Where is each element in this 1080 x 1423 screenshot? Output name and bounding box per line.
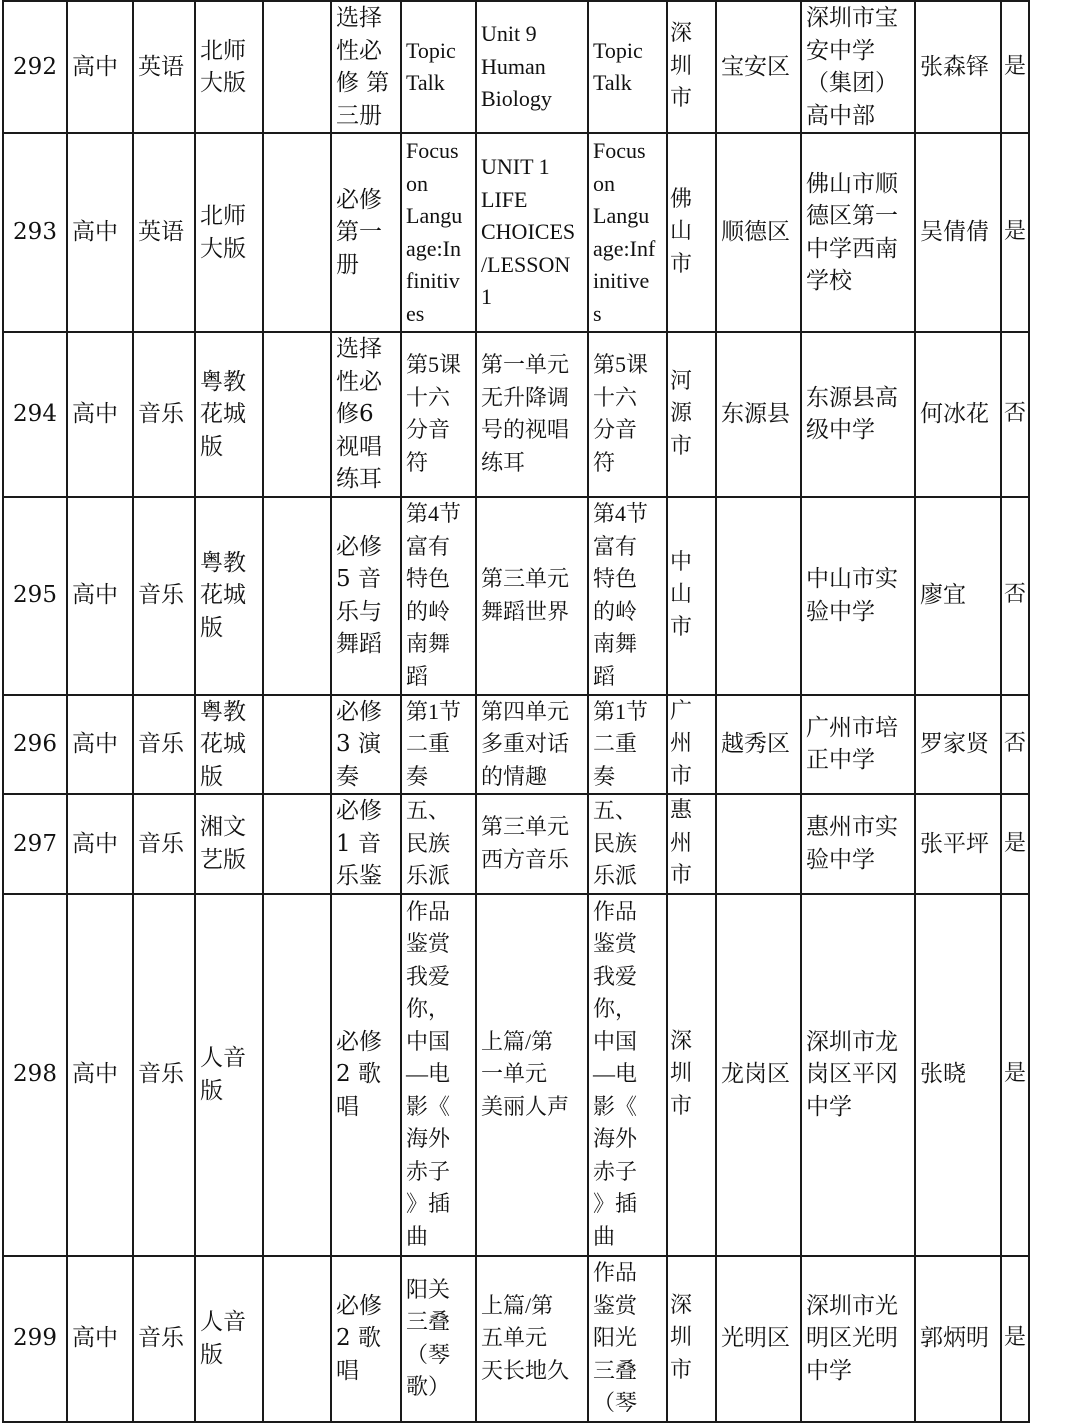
cell-city: 深 圳 市 — [667, 894, 716, 1256]
cell-subject: 音乐 — [133, 695, 195, 795]
cell-teacher: 张平坪 — [915, 794, 1001, 894]
cell-district: 光明区 — [716, 1256, 801, 1422]
cell-subject: 音乐 — [133, 497, 195, 695]
cell-school: 深圳市龙 岗区平冈 中学 — [801, 894, 915, 1256]
cell-district: 越秀区 — [716, 695, 801, 795]
cell-teacher: 郭炳明 — [915, 1256, 1001, 1422]
cell-subject: 音乐 — [133, 1256, 195, 1422]
cell-flag: 是 — [1001, 794, 1029, 894]
table-row — [3, 695, 1029, 795]
cell-no: 299 — [3, 1256, 67, 1422]
cell-title: 第5课 十六 分音 符 — [588, 332, 667, 497]
cell-volume: 必修 3 演 奏 — [331, 695, 401, 795]
cell-edition: 粤教 花城 版 — [195, 332, 263, 497]
table-row — [3, 1, 1029, 133]
cell-flag: 否 — [1001, 695, 1029, 795]
cell-edition: 北师 大版 — [195, 1, 263, 133]
cell-lesson: 第4节 富有 特色 的岭 南舞 蹈 — [401, 497, 476, 695]
lesson-list-table — [2, 0, 1030, 1423]
cell-title: 作品 鉴赏 阳光 三叠 （琴 — [588, 1256, 667, 1422]
cell-school: 东源县高 级中学 — [801, 332, 915, 497]
cell-district — [716, 497, 801, 695]
cell-city: 中 山 市 — [667, 497, 716, 695]
cell-school: 惠州市实 验中学 — [801, 794, 915, 894]
cell-unit: 第三单元 舞蹈世界 — [476, 497, 588, 695]
cell-no: 297 — [3, 794, 67, 894]
cell-flag: 是 — [1001, 1, 1029, 133]
cell-flag: 否 — [1001, 332, 1029, 497]
cell-unit: Unit 9 Human Biology — [476, 1, 588, 133]
cell-volume: 选择 性必 修6 视唱 练耳 — [331, 332, 401, 497]
cell-no: 292 — [3, 1, 67, 133]
cell-blank — [263, 332, 331, 497]
cell-subject: 英语 — [133, 1, 195, 133]
cell-edition: 粤教 花城 版 — [195, 497, 263, 695]
cell-teacher: 吴倩倩 — [915, 133, 1001, 332]
cell-city: 河 源 市 — [667, 332, 716, 497]
cell-no: 298 — [3, 894, 67, 1256]
cell-lesson: Topic Talk — [401, 1, 476, 133]
cell-lesson: 阳关 三叠 （琴 歌） — [401, 1256, 476, 1422]
table-body — [3, 1, 1029, 1422]
cell-edition: 粤教 花城 版 — [195, 695, 263, 795]
cell-flag: 是 — [1001, 1256, 1029, 1422]
cell-lesson: 第5课 十六 分音 符 — [401, 332, 476, 497]
cell-blank — [263, 133, 331, 332]
cell-edition: 人音 版 — [195, 1256, 263, 1422]
cell-district: 顺德区 — [716, 133, 801, 332]
cell-level: 高中 — [67, 497, 133, 695]
table-row — [3, 497, 1029, 695]
cell-city: 深 圳 市 — [667, 1, 716, 133]
cell-no: 296 — [3, 695, 67, 795]
cell-unit: 第三单元 西方音乐 — [476, 794, 588, 894]
cell-title: 五、 民族 乐派 — [588, 794, 667, 894]
cell-edition: 北师 大版 — [195, 133, 263, 332]
cell-unit: UNIT 1 LIFE CHOICES /LESSON 1 — [476, 133, 588, 332]
cell-teacher: 罗家贤 — [915, 695, 1001, 795]
cell-school: 深圳市光 明区光明 中学 — [801, 1256, 915, 1422]
cell-volume: 必修 2 歌 唱 — [331, 894, 401, 1256]
cell-volume: 必修 2 歌 唱 — [331, 1256, 401, 1422]
cell-level: 高中 — [67, 1256, 133, 1422]
cell-blank — [263, 695, 331, 795]
cell-unit: 上篇/第 五单元 天长地久 — [476, 1256, 588, 1422]
cell-teacher: 廖宜 — [915, 497, 1001, 695]
cell-teacher: 何冰花 — [915, 332, 1001, 497]
cell-city: 深 圳 市 — [667, 1256, 716, 1422]
cell-volume: 必修 1 音 乐鉴 — [331, 794, 401, 894]
cell-edition: 人音 版 — [195, 894, 263, 1256]
cell-unit: 第一单元 无升降调 号的视唱 练耳 — [476, 332, 588, 497]
cell-flag: 否 — [1001, 497, 1029, 695]
cell-subject: 英语 — [133, 133, 195, 332]
cell-lesson: 五、 民族 乐派 — [401, 794, 476, 894]
cell-level: 高中 — [67, 332, 133, 497]
cell-school: 中山市实 验中学 — [801, 497, 915, 695]
cell-level: 高中 — [67, 695, 133, 795]
cell-city: 惠 州 市 — [667, 794, 716, 894]
cell-city: 广 州 市 — [667, 695, 716, 795]
cell-school: 佛山市顺 德区第一 中学西南 学校 — [801, 133, 915, 332]
cell-lesson: Focus on Langu age:In finitiv es — [401, 133, 476, 332]
cell-edition: 湘文 艺版 — [195, 794, 263, 894]
cell-unit: 上篇/第 一单元 美丽人声 — [476, 894, 588, 1256]
cell-blank — [263, 497, 331, 695]
cell-no: 295 — [3, 497, 67, 695]
cell-blank — [263, 1, 331, 133]
cell-unit: 第四单元 多重对话 的情趣 — [476, 695, 588, 795]
cell-level: 高中 — [67, 133, 133, 332]
cell-teacher: 张森铎 — [915, 1, 1001, 133]
cell-level: 高中 — [67, 894, 133, 1256]
cell-title: 作品 鉴赏 我爱 你， 中国 —电 影《 海外 赤子 》插 曲 — [588, 894, 667, 1256]
cell-blank — [263, 794, 331, 894]
cell-city: 佛 山 市 — [667, 133, 716, 332]
cell-title: 第4节 富有 特色 的岭 南舞 蹈 — [588, 497, 667, 695]
cell-lesson: 第1节 二重 奏 — [401, 695, 476, 795]
table-row — [3, 794, 1029, 894]
cell-volume: 必修 5 音 乐与 舞蹈 — [331, 497, 401, 695]
cell-district: 宝安区 — [716, 1, 801, 133]
table-row — [3, 133, 1029, 332]
cell-flag: 是 — [1001, 133, 1029, 332]
table-row — [3, 894, 1029, 1256]
cell-volume: 必修 第一 册 — [331, 133, 401, 332]
cell-no: 293 — [3, 133, 67, 332]
table-row — [3, 1256, 1029, 1422]
cell-district: 东源县 — [716, 332, 801, 497]
cell-subject: 音乐 — [133, 894, 195, 1256]
cell-level: 高中 — [67, 794, 133, 894]
table-row — [3, 332, 1029, 497]
cell-level: 高中 — [67, 1, 133, 133]
cell-district: 龙岗区 — [716, 894, 801, 1256]
cell-blank — [263, 1256, 331, 1422]
cell-title: Focus on Langu age:Inf initive s — [588, 133, 667, 332]
cell-no: 294 — [3, 332, 67, 497]
cell-school: 深圳市宝 安中学 （集团） 高中部 — [801, 1, 915, 133]
cell-subject: 音乐 — [133, 332, 195, 497]
cell-lesson: 作品 鉴赏 我爱 你， 中国 —电 影《 海外 赤子 》插 曲 — [401, 894, 476, 1256]
cell-school: 广州市培 正中学 — [801, 695, 915, 795]
cell-title: Topic Talk — [588, 1, 667, 133]
cell-subject: 音乐 — [133, 794, 195, 894]
cell-blank — [263, 894, 331, 1256]
cell-volume: 选择 性必 修 第 三册 — [331, 1, 401, 133]
cell-teacher: 张晓 — [915, 894, 1001, 1256]
cell-district — [716, 794, 801, 894]
cell-flag: 是 — [1001, 894, 1029, 1256]
cell-title: 第1节 二重 奏 — [588, 695, 667, 795]
